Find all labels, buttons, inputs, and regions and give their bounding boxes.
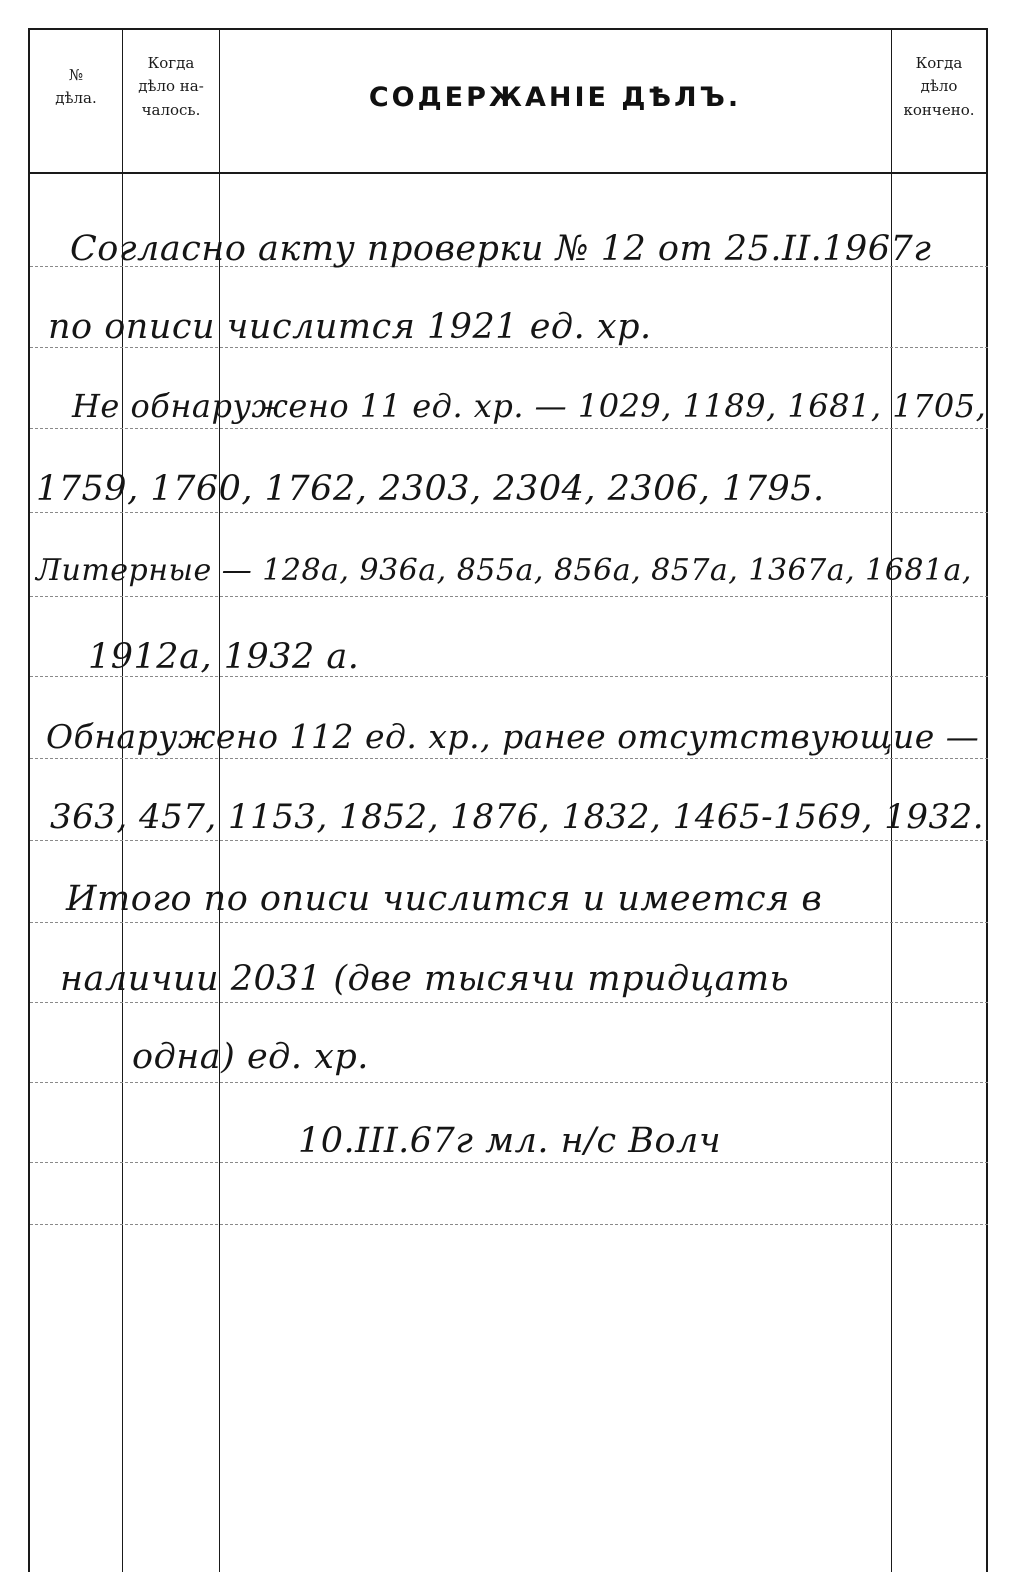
ruling-line — [30, 596, 988, 597]
handwritten-line: 1759, 1760, 1762, 2303, 2304, 2306, 1795. — [36, 469, 825, 509]
ruling-line — [30, 512, 988, 513]
col-number-header: № дѣла. — [55, 66, 97, 108]
handwritten-line: Согласно акту проверки № 12 от 25.II.1967г — [70, 229, 932, 269]
ruling-line — [30, 840, 988, 841]
frame-top-border — [28, 28, 988, 30]
ruling-line — [30, 1082, 988, 1083]
col-content-header: СОДЕРЖАНІЕ ДѢЛЪ. — [368, 82, 742, 113]
ruling-line — [30, 758, 988, 759]
ruling-line — [30, 428, 988, 429]
ruling-line — [30, 1002, 988, 1003]
handwritten-line: Литерные — 128а, 936а, 855а, 856а, 857а, 1367а, 1681а, — [36, 553, 972, 588]
handwritten-line: Итого по описи числится и имеется в — [66, 879, 823, 919]
ruling-line — [30, 1162, 988, 1163]
frame-left-border — [28, 28, 30, 1572]
handwritten-line: наличии 2031 (две тысячи тридцать — [60, 959, 790, 999]
ruling-line — [30, 1224, 988, 1225]
frame-right-border — [986, 28, 988, 1572]
handwritten-line: Обнаружено 112 ед. хр., ранее отсутствующие — — [46, 717, 980, 756]
handwritten-line: 1912а, 1932 а. — [88, 637, 360, 677]
handwritten-line: по описи числится 1921 ед. хр. — [48, 307, 652, 347]
ruling-line — [30, 922, 988, 923]
col-started-header: Когда дѣло на- чалось. — [138, 54, 204, 119]
col-ended-header: Когда дѣло кончено. — [903, 54, 975, 119]
handwritten-line: одна) ед. хр. — [132, 1037, 369, 1077]
handwritten-line: Не обнаружено 11 ед. хр. — 1029, 1189, 1681, 1705, — [72, 387, 987, 425]
handwritten-signature-line: 10.III.67г мл. н/с Волч — [298, 1121, 722, 1161]
handwritten-line: 363, 457, 1153, 1852, 1876, 1832, 1465-1569, 1932. — [50, 797, 985, 837]
ruling-line — [30, 347, 988, 348]
header-separator — [28, 172, 988, 174]
